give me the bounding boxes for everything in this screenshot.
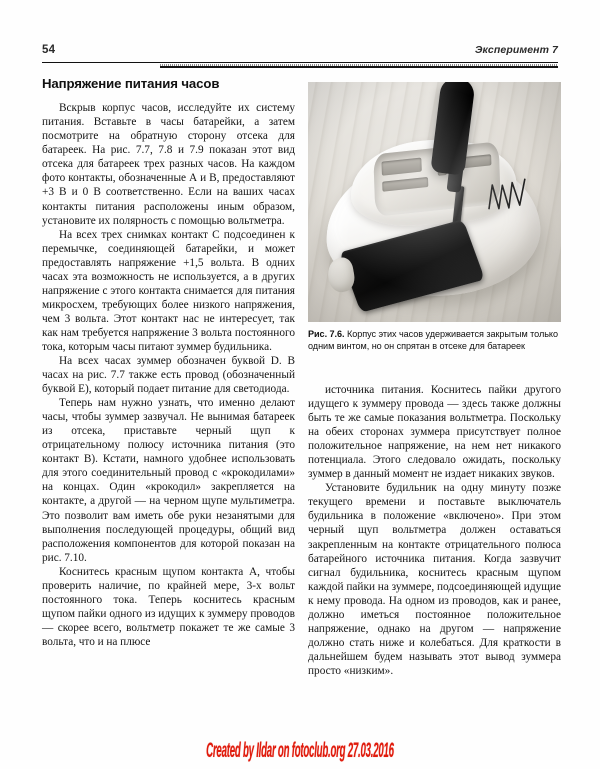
- figure-number: Рис. 7.6.: [308, 329, 345, 339]
- paragraph: источника питания. Коснитесь пайки другого идущего к зуммеру провода — здесь также должны быть те же самые показания вольтметра. Поскольку на обеих сторонах зуммера присутствует полное положительное напряжение, на нем нет никакого потенциала. Этого следовало ожидать, поскольку зуммер в данный момент не издает никаких звуков.: [308, 384, 561, 481]
- figure-caption-text: Корпус этих часов удерживается закрытым только одним винтом, но он спрятан в отсеке для батареек: [308, 329, 558, 351]
- running-head-title: Эксперимент 7: [474, 44, 558, 56]
- header-rule: [42, 62, 558, 67]
- section-title: Напряжение питания часов: [42, 76, 220, 91]
- paragraph: Теперь нам нужно узнать, что именно делают часы, чтобы зуммер зазвучал. Не вынимая батареек из отсека, приставьте черный щуп к отрицательному полюсу источника питания (это контакт В). Кстати, намного удобнее использовать для этого соединительный провод с «крокодилами» на концах. Один «крокодил» закрепляется на контакте, а другой — на черном щупе мультиметра. Это позволит вам иметь обе руки незанятыми для выполнения последующей процедуры, общий вид расположения компонентов для которой показан на рис. 7.10.: [42, 397, 295, 564]
- right-column: [308, 383, 561, 678]
- paragraph: На всех часах зуммер обозначен буквой D. В часах на рис. 7.7 также есть провод (обозначенный буквой Е), который подает питание для светодиода.: [42, 355, 295, 396]
- paragraph: Вскрыв корпус часов, исследуйте их систему питания. Вставьте в часы батарейки, а затем посмотрите на обратную сторону отсека для батареек. На рис. 7.7, 7.8 и 7.9 показан этот вид отсека для батареек трех разных часов. На каждом фото контакты, обозначенные А и В, предоставляют +3 В и 0 В соответственно. Если на ваших часах контакты питания расположены иным образом, установите их полярность с помощью вольтметра.: [42, 102, 295, 227]
- page-number: 54: [42, 44, 56, 56]
- paragraph: Коснитесь красным щупом контакта А, чтобы проверить наличие, по крайней мере, 3-х вольт постоянного тока. Теперь коснитесь красным щупом пайки одного из идущих к зуммеру проводов — скорее всего, вольтметр покажет те же самые 3 вольта, что и на плюсе: [42, 565, 295, 648]
- watermark: [0, 739, 600, 763]
- paragraph: Установите будильник на одну минуту позже текущего времени и поставьте выключатель будильника в положение «включено». При этом черный щуп вольтметра должен оставаться закрепленным на контакте отрицательного полюса батарейного источника питания. Когда зазвучит сигнал будильника, коснитесь красным щупом каждой пайки на зуммере, подсоединяющей идущие к нему провода. На одном из проводов, как и ранее, должно иметься постоянное положительное напряжение, однако на другом — напряжение должно стать ниже и колебаться. Для краткости в дальнейшем будем называть этот вывод зуммера просто «низким».: [308, 482, 561, 677]
- header-rule-thick: [160, 66, 558, 68]
- photo-alarm-clock-with-screwdriver: [308, 82, 561, 322]
- photo-vignette: [308, 82, 561, 322]
- paragraph: На всех трех снимках контакт С подсоединен к перемычке, соединяющей батарейки, и может предоставлять напряжение +1,5 вольта. В одних часах эта возможность не используется, а в других напряжение с этого контакта снимается для питания микросхем, требующих более низкого напряжения, чем 3 вольта. Этот контакт нас не интересует, так как нам требуется напряжение 3 вольта постоянного тока, которым часы питают зуммер будильника.: [42, 228, 295, 353]
- left-column: [42, 76, 295, 649]
- figure-7-6: [308, 82, 561, 352]
- figure-caption: [308, 329, 561, 352]
- header-rule-thin: [42, 62, 558, 63]
- watermark-text: Created by Ildar on fotoclub.org 27.03.2016: [206, 739, 394, 762]
